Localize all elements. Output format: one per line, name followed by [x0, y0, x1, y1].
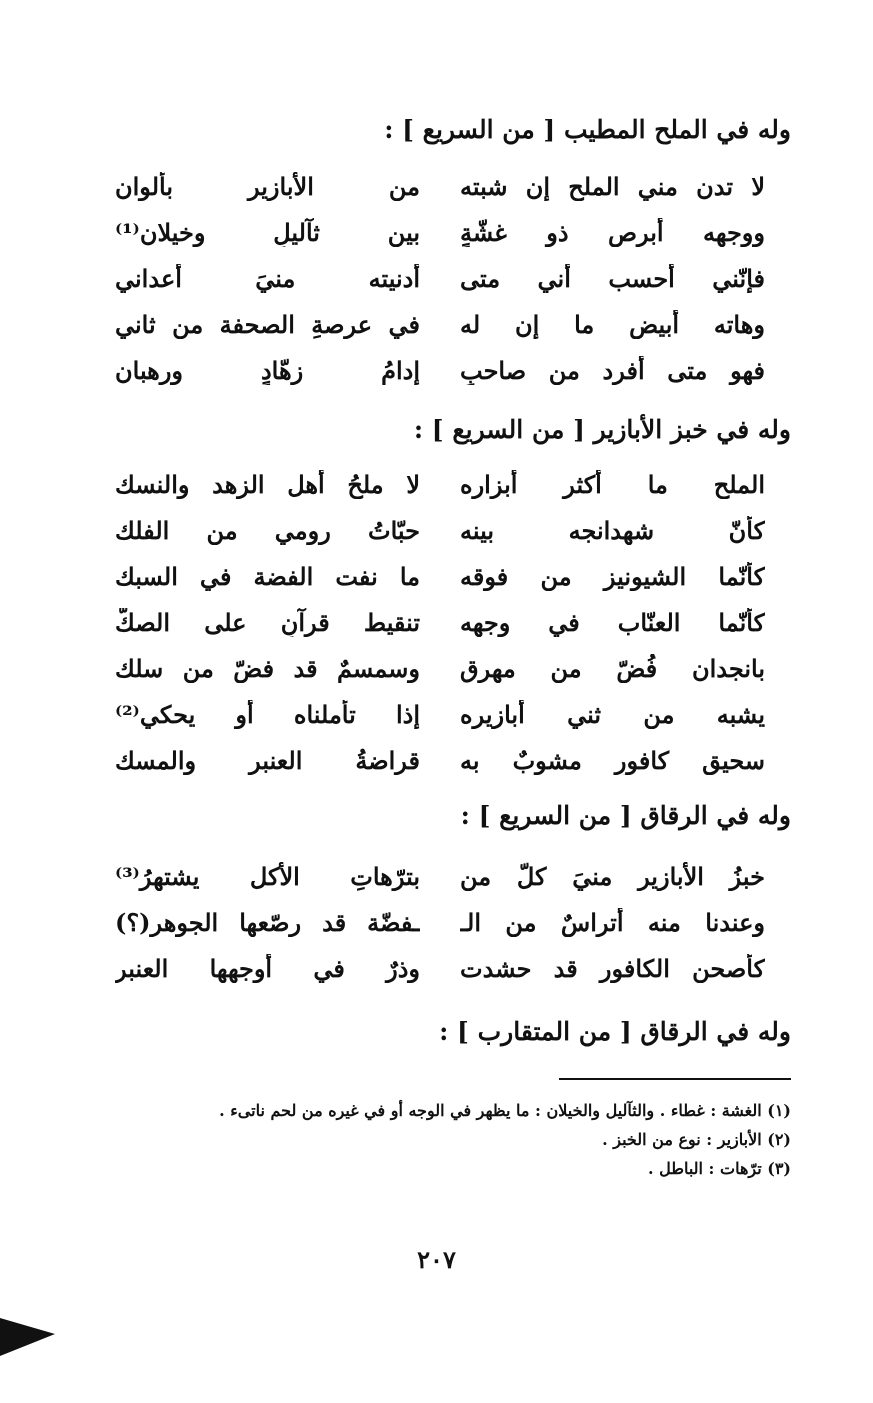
first-hemistich: الملح ما أكثر أبزاره: [460, 469, 765, 499]
verse-line: [115, 853, 765, 899]
second-hemistich: إذا تأملناه أو يحكي⁽²⁾: [115, 699, 420, 729]
second-hemistich: أدنيته منيَ أعداني: [115, 263, 420, 293]
second-hemistich: تنقيط قرآنٍ على الصكّ: [115, 607, 420, 637]
second-hemistich: حبّاتُ روميٍ من الفلك: [115, 515, 420, 545]
first-hemistich: كأنّما الشيونيز من فوقه: [460, 561, 765, 591]
poem-block: [115, 163, 765, 393]
second-hemistich: بين ثآليلٍ وخيلان⁽¹⁾: [115, 217, 420, 247]
verse-line: [115, 599, 765, 645]
first-hemistich: كأنّ شهدانجه بينه: [460, 515, 765, 545]
first-hemistich: يشبه من ثني أبازيره: [460, 699, 765, 729]
second-hemistich: ما نفت الفضة في السبك: [115, 561, 420, 591]
second-hemistich: لا ملحُ أهل الزهد والنسك: [115, 469, 420, 499]
first-hemistich: وعندنا منه أتراسٌ من الـ: [460, 907, 765, 937]
first-hemistich: سحيق كافورٍ مشوبٌ به: [460, 745, 765, 775]
verse-line: [115, 347, 765, 393]
first-hemistich: كأنّما العنّاب في وجهه: [460, 607, 765, 637]
second-hemistich: في عرصةِ الصحفة من ثاني: [115, 309, 420, 339]
poem-block: [115, 461, 765, 783]
verse-line: [115, 945, 765, 991]
first-hemistich: خبزُ الأبازير منيَ كلّ من: [460, 861, 765, 891]
section-heading: وله في الرقاق [ من المتقارب ] :: [439, 1017, 791, 1046]
footnote: (١) الغشة : غطاء . والثآليل والخيلان : ما يظهر في الوجه أو في غيره من لحم ناتىء .: [219, 1101, 791, 1120]
footnotes: [171, 1096, 791, 1183]
first-hemistich: كأصحن الكافور قد حشدت: [460, 953, 765, 983]
second-hemistich: وسمسمٌ قد فضّ من سلك: [115, 653, 420, 683]
verse-line: [115, 209, 765, 255]
verse-line: [115, 461, 765, 507]
second-hemistich: إدامُ زهّادٍ ورهبان: [115, 355, 420, 385]
footnote: (٢) الأبازير : نوع من الخبز .: [602, 1130, 791, 1149]
second-hemistich: بترّهاتِ الأكل يشتهرُ⁽³⁾: [115, 861, 420, 891]
section-heading: وله في الرقاق [ من السريع ] :: [460, 801, 791, 830]
scan-corner-mark: [0, 1318, 55, 1356]
first-hemistich: فهو متى أفرد من صاحبٍ: [460, 355, 765, 385]
page-number: ٢٠٧: [417, 1245, 456, 1274]
verse-line: [115, 737, 765, 783]
section-heading: وله في خبز الأبازير [ من السريع ] :: [413, 415, 791, 444]
verse-line: [115, 507, 765, 553]
verse-line: [115, 163, 765, 209]
first-hemistich: ووجهه أبرص ذو غشّةٍ: [460, 217, 765, 247]
verse-line: [115, 899, 765, 945]
verse-line: [115, 553, 765, 599]
poem-block: [115, 853, 765, 991]
verse-line: [115, 255, 765, 301]
second-hemistich: قراضةُ العنبر والمسك: [115, 745, 420, 775]
second-hemistich: وذرٌ في أوجهها العنبر: [115, 953, 420, 983]
first-hemistich: وهاته أبيض ما إن له: [460, 309, 765, 339]
section-heading: وله في الملح المطيب [ من السريع ] :: [384, 115, 791, 144]
footnote-divider: [559, 1078, 791, 1080]
second-hemistich: ـفضّة قد رصّعها الجوهر(؟): [115, 907, 420, 937]
second-hemistich: من الأبازير بألوان: [115, 171, 420, 201]
first-hemistich: فإنّني أحسب أني متى: [460, 263, 765, 293]
footnote: (٣) ترّهات : الباطل .: [647, 1159, 791, 1178]
verse-line: [115, 301, 765, 347]
first-hemistich: لا تدن مني الملح إن شبته: [460, 171, 765, 201]
verse-line: [115, 691, 765, 737]
verse-line: [115, 645, 765, 691]
first-hemistich: بانجدان فُضّ من مهرقٍ: [460, 653, 765, 683]
